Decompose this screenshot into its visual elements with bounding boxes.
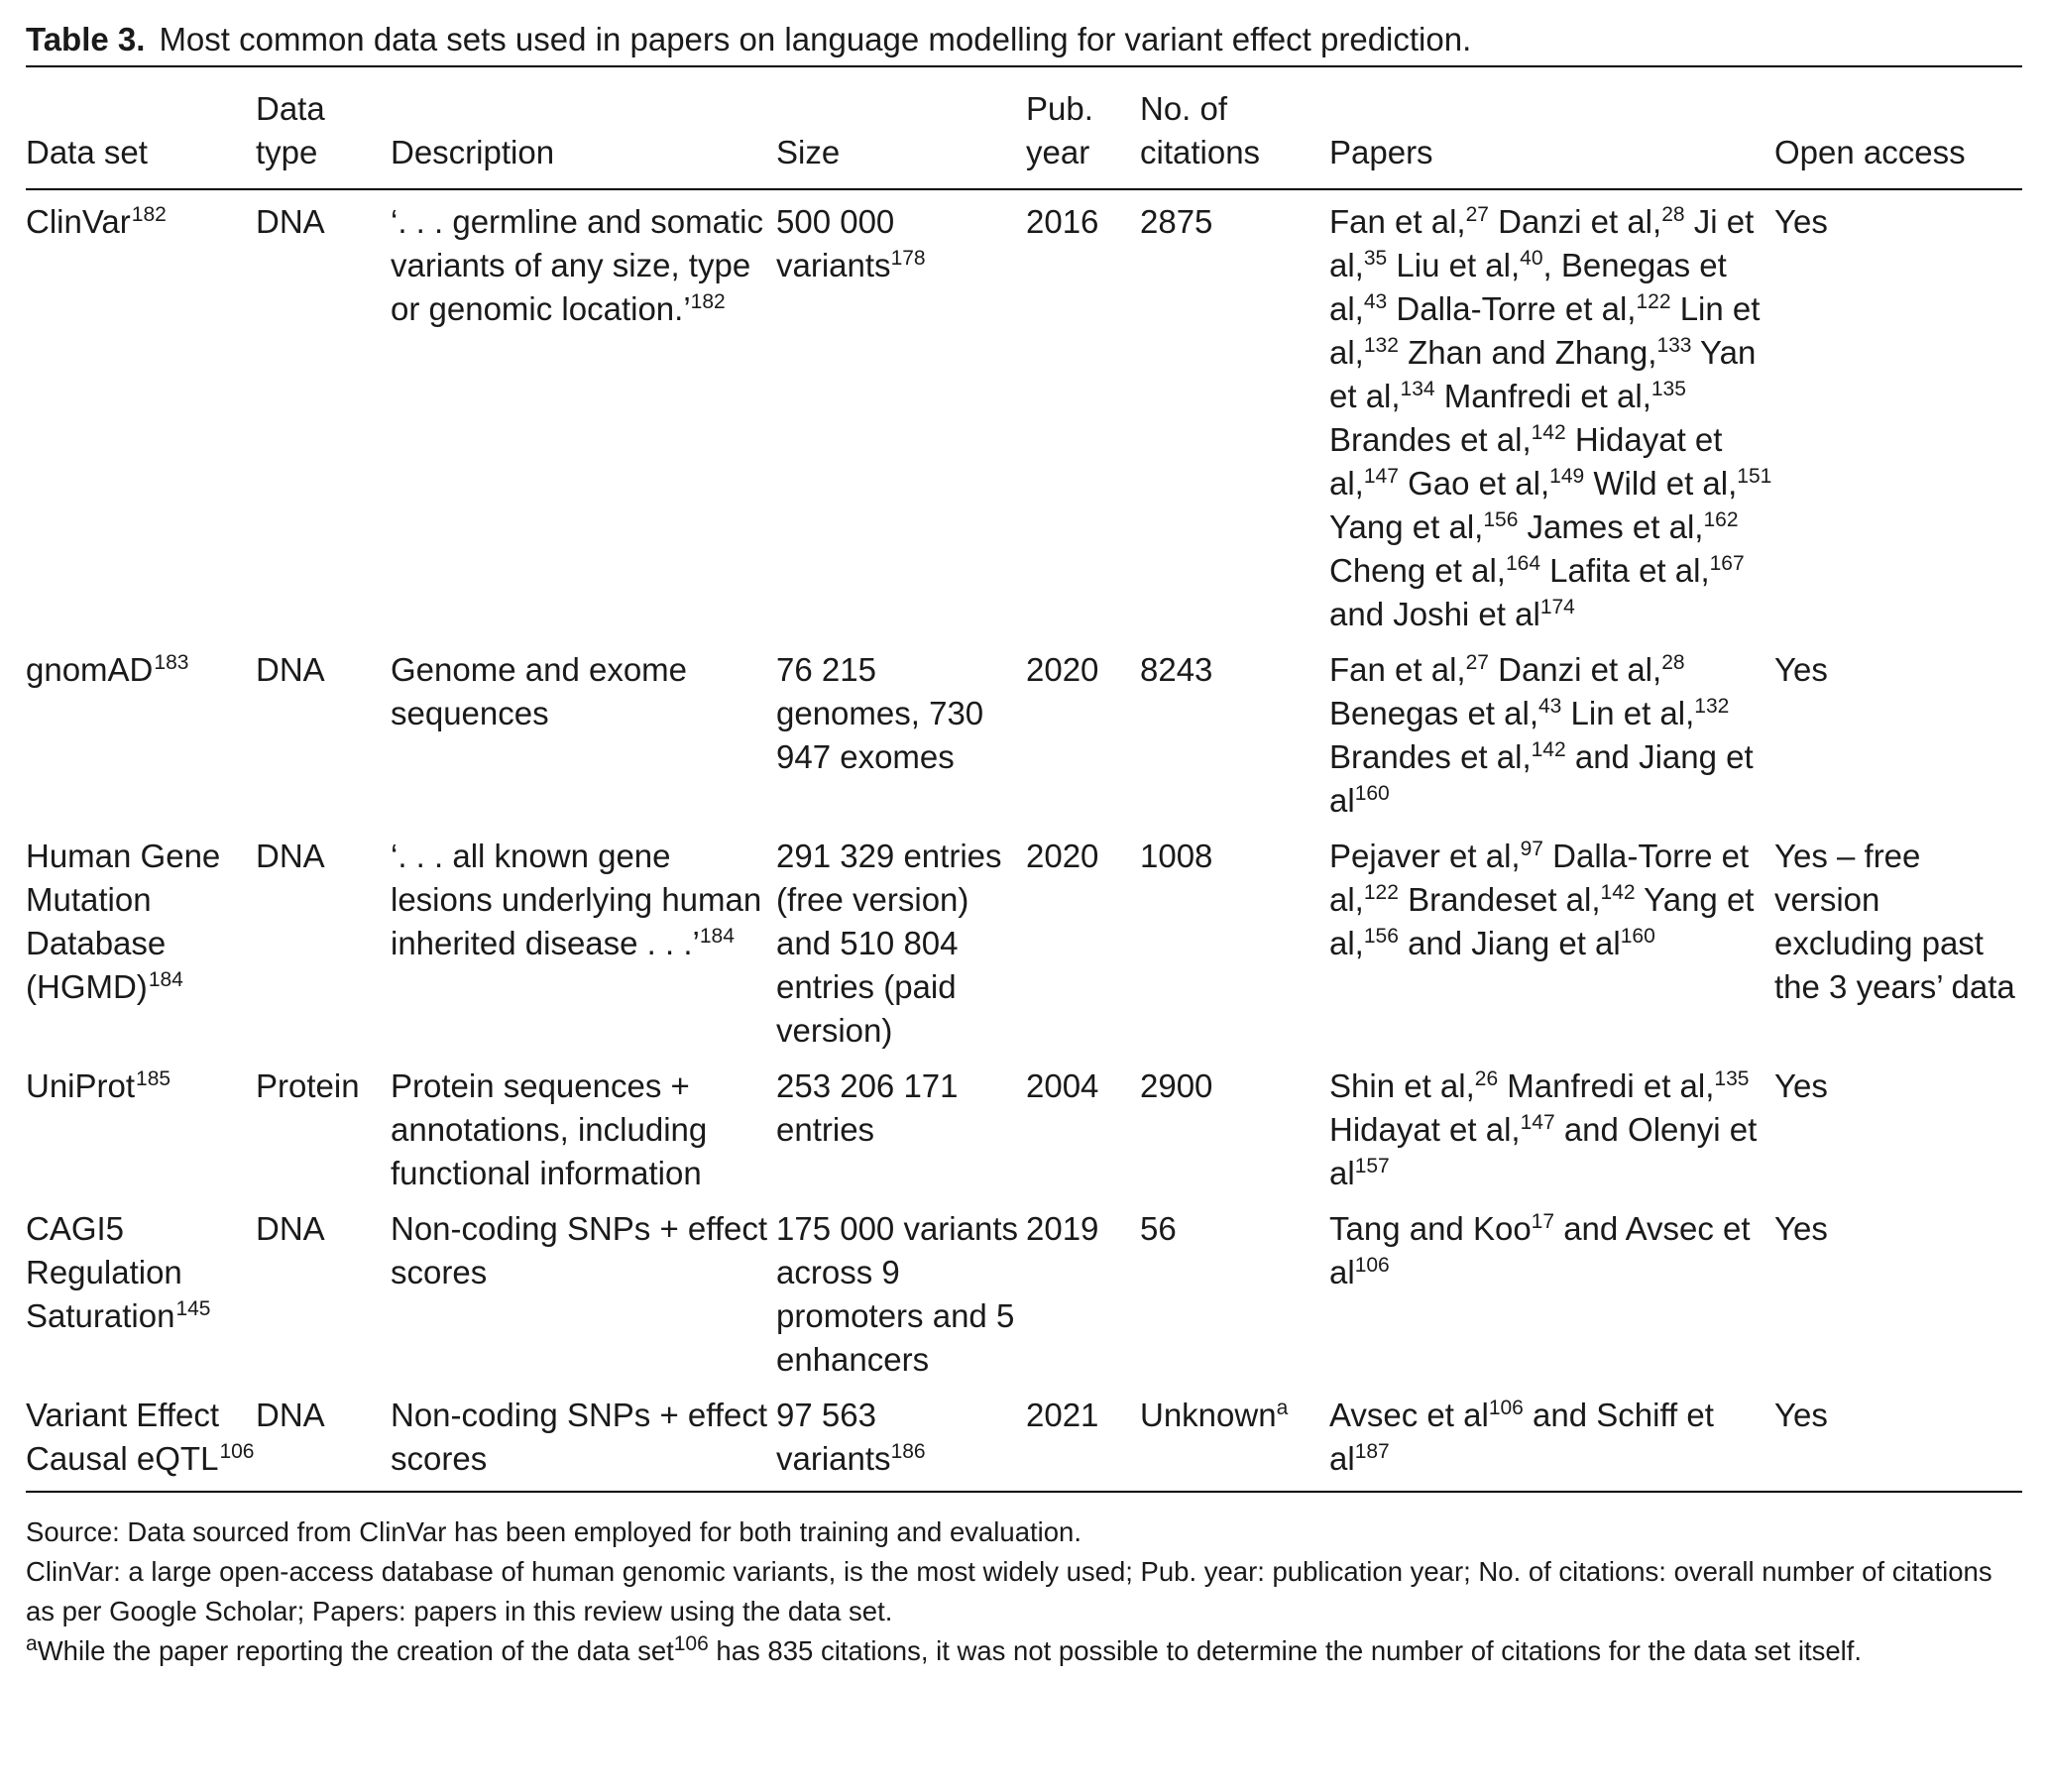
paper-ref: 187 <box>1354 1440 1390 1463</box>
paper-author: Manfredi et al, <box>1434 378 1651 414</box>
dataset-ref: 185 <box>136 1067 171 1090</box>
cell-papers <box>1329 1384 1774 1492</box>
size-text: 500 000 variants <box>776 203 895 283</box>
paper-author: Yang et al, <box>1329 508 1484 545</box>
footnote-abbreviations: ClinVar: a large open-access database of human genomic variants, is the most widely used; Pub. year: publication year; No. of citations: overall number of citations as per Google Scholar; Papers: papers in this review using the data set. <box>26 1556 1992 1626</box>
paper-author: Ji et al, <box>1329 203 1755 283</box>
paper-ref: 17 <box>1531 1210 1555 1233</box>
paper-ref: 147 <box>1520 1111 1555 1134</box>
paper-author: Brandes et al, <box>1329 738 1532 775</box>
paper-ref: 149 <box>1549 465 1585 488</box>
description-text: ‘. . . all known gene lesions underlying human inherited disease . . .’ <box>391 838 762 961</box>
cell-size <box>776 825 1026 1055</box>
footnote-note-part1: While the paper reporting the creation of the data set <box>37 1635 674 1666</box>
cell-open-access: Yes <box>1774 651 1828 688</box>
paper-ref: 147 <box>1363 465 1399 488</box>
paper-author: Zhan and Zhang, <box>1398 334 1657 371</box>
paper-ref: 132 <box>1694 695 1730 718</box>
cell-papers <box>1329 825 1774 1055</box>
paper-author: Dalla-Torre et al, <box>1387 290 1637 327</box>
description-text: Protein sequences + annotations, including functional information <box>391 1067 708 1191</box>
paper-author: and Avsec et al <box>1329 1210 1751 1290</box>
paper-ref: 160 <box>1354 782 1390 805</box>
header-year-line1: Pub. <box>1026 90 1093 127</box>
paper-ref: 43 <box>1363 290 1388 313</box>
paper-author: Lin et al, <box>1561 695 1695 731</box>
paper-ref: 97 <box>1520 838 1543 860</box>
description-text: Non-coding SNPs + effect scores <box>391 1210 768 1290</box>
dataset-name: UniProt <box>26 1067 136 1104</box>
cell-type: DNA <box>256 651 325 688</box>
dataset-ref: 184 <box>148 968 183 991</box>
table-row <box>26 638 2022 825</box>
header-open-access: Open access <box>1774 134 1966 170</box>
header-citations-line1: No. of <box>1140 90 1228 127</box>
caption-text: Most common data sets used in papers on language modelling for variant effect prediction. <box>159 21 1472 57</box>
paper-ref: 133 <box>1656 334 1692 357</box>
paper-author: Lafita et al, <box>1540 552 1710 589</box>
paper-ref: 28 <box>1661 651 1685 674</box>
cell-dataset <box>26 1055 256 1197</box>
cell-description <box>391 1055 776 1197</box>
citations-text: 2875 <box>1140 203 1213 240</box>
cell-year: 2020 <box>1026 838 1099 874</box>
header-citations <box>1140 66 1329 189</box>
cell-type: DNA <box>256 838 325 874</box>
paper-author: Fan et al, <box>1329 203 1466 240</box>
footnote-note-marker: a <box>26 1631 38 1655</box>
cell-size <box>776 1384 1026 1492</box>
paper-author: Pejaver et al, <box>1329 838 1521 874</box>
paper-author: Wild et al, <box>1584 465 1738 502</box>
size-text: 97 563 variants <box>776 1397 891 1477</box>
paper-author: Brandes et al, <box>1329 421 1532 458</box>
cell-type: Protein <box>256 1067 360 1104</box>
paper-author: and Jiang et al <box>1329 738 1754 819</box>
footnote-note-ref: 106 <box>673 1631 709 1655</box>
table-row <box>26 1055 2022 1197</box>
table-row <box>26 825 2022 1055</box>
paper-ref: 40 <box>1520 247 1543 270</box>
paper-author: Hidayat et al, <box>1329 1111 1521 1148</box>
paper-author: , Benegas et al, <box>1329 247 1727 327</box>
header-papers: Papers <box>1329 134 1433 170</box>
cell-citations <box>1140 825 1329 1055</box>
caption-label: Table 3. <box>26 21 146 57</box>
cell-description <box>391 825 776 1055</box>
size-text: 76 215 genomes, 730 947 exomes <box>776 651 984 775</box>
description-ref: 182 <box>690 290 726 313</box>
paper-author: Tang and Koo <box>1329 1210 1532 1247</box>
paper-ref: 157 <box>1354 1155 1390 1177</box>
cell-size <box>776 638 1026 825</box>
paper-author: Danzi et al, <box>1488 651 1662 688</box>
paper-ref: 35 <box>1363 247 1388 270</box>
paper-ref: 167 <box>1709 552 1745 575</box>
citations-text: 56 <box>1140 1210 1177 1247</box>
table-caption <box>26 14 2022 65</box>
dataset-name: gnomAD <box>26 651 154 688</box>
table-row <box>26 189 2022 638</box>
cell-papers <box>1329 1197 1774 1384</box>
dataset-name: CAGI5 Regulation Saturation <box>26 1210 182 1334</box>
paper-ref: 106 <box>1354 1254 1390 1277</box>
paper-ref: 160 <box>1620 925 1655 948</box>
citations-text: Unknown <box>1140 1397 1277 1433</box>
table-footnotes <box>26 1512 2022 1671</box>
cell-dataset <box>26 189 256 638</box>
paper-author: and Olenyi et al <box>1329 1111 1758 1191</box>
paper-ref: 142 <box>1531 738 1566 761</box>
paper-ref: 132 <box>1363 334 1399 357</box>
header-type-line1: Data <box>256 90 325 127</box>
paper-ref: 135 <box>1650 378 1686 400</box>
paper-ref: 43 <box>1538 695 1562 718</box>
cell-citations <box>1140 1055 1329 1197</box>
footnote-source: Source: Data sourced from ClinVar has been employed for both training and evaluation. <box>26 1516 1081 1547</box>
dataset-ref: 106 <box>219 1440 255 1463</box>
paper-ref: 151 <box>1737 465 1772 488</box>
table-header <box>26 66 2022 189</box>
paper-author: Yan et al, <box>1329 334 1757 414</box>
header-description: Description <box>391 134 555 170</box>
dataset-name: Variant Effect Causal eQTL <box>26 1397 220 1477</box>
cell-dataset <box>26 1197 256 1384</box>
dataset-ref: 183 <box>154 651 189 674</box>
cell-open-access: Yes – free version excluding past the 3 years’ data <box>1774 838 2015 1005</box>
description-text: Genome and exome sequences <box>391 651 688 731</box>
cell-dataset <box>26 1384 256 1492</box>
paper-ref: 134 <box>1400 378 1435 400</box>
paper-author: Gao et al, <box>1398 465 1550 502</box>
cell-papers <box>1329 189 1774 638</box>
description-text: ‘. . . germline and somatic variants of any size, type or genomic location.’ <box>391 203 763 327</box>
paper-author: Lin et al, <box>1329 290 1761 371</box>
paper-ref: 164 <box>1505 552 1541 575</box>
size-text: 291 329 entries (free version) and 510 804 entries (paid version) <box>776 838 1002 1049</box>
header-citations-line2: citations <box>1140 134 1261 170</box>
cell-type: DNA <box>256 1397 325 1433</box>
paper-author: Brandeset al, <box>1398 881 1601 918</box>
paper-ref: 162 <box>1703 508 1739 531</box>
paper-ref: 26 <box>1474 1067 1499 1090</box>
table-page <box>26 14 2022 1671</box>
header-year-line2: year <box>1026 134 1090 170</box>
cell-year: 2004 <box>1026 1067 1099 1104</box>
cell-type: DNA <box>256 1210 325 1247</box>
dataset-ref: 182 <box>131 203 167 226</box>
paper-ref: 122 <box>1636 290 1671 313</box>
size-ref: 186 <box>890 1440 926 1463</box>
header-dataset: Data set <box>26 134 148 170</box>
cell-year: 2021 <box>1026 1397 1099 1433</box>
paper-ref: 156 <box>1363 925 1399 948</box>
paper-author: Danzi et al, <box>1488 203 1662 240</box>
table-row <box>26 1197 2022 1384</box>
cell-size <box>776 189 1026 638</box>
citations-text: 2900 <box>1140 1067 1213 1104</box>
paper-author: James et al, <box>1518 508 1704 545</box>
footnote-note-part2: has 835 citations, it was not possible to determine the number of citations for the data set itself. <box>708 1635 1863 1666</box>
paper-author: Avsec et al <box>1329 1397 1489 1433</box>
cell-open-access: Yes <box>1774 1210 1828 1247</box>
cell-description <box>391 638 776 825</box>
footnote-note <box>26 1631 2022 1671</box>
paper-ref: 27 <box>1465 203 1489 226</box>
paper-author: and Schiff et al <box>1329 1397 1714 1477</box>
cell-type: DNA <box>256 203 325 240</box>
citations-ref: a <box>1276 1397 1289 1419</box>
table-row <box>26 1384 2022 1492</box>
cell-size <box>776 1055 1026 1197</box>
paper-author: and Joshi et al <box>1329 596 1540 632</box>
cell-year: 2019 <box>1026 1210 1099 1247</box>
header-size: Size <box>776 134 841 170</box>
dataset-ref: 145 <box>175 1297 211 1320</box>
paper-author: Cheng et al, <box>1329 552 1506 589</box>
cell-open-access: Yes <box>1774 1397 1828 1433</box>
cell-open-access: Yes <box>1774 203 1828 240</box>
citations-text: 8243 <box>1140 651 1213 688</box>
cell-year: 2016 <box>1026 203 1099 240</box>
cell-papers <box>1329 1055 1774 1197</box>
paper-author: Hidayat et al, <box>1329 421 1723 502</box>
cell-description <box>391 189 776 638</box>
cell-dataset <box>26 825 256 1055</box>
header-type-line2: type <box>256 134 318 170</box>
paper-ref: 142 <box>1531 421 1566 444</box>
paper-ref: 142 <box>1600 881 1636 904</box>
datasets-table <box>26 65 2022 1493</box>
cell-citations <box>1140 1197 1329 1384</box>
cell-citations <box>1140 638 1329 825</box>
paper-ref: 106 <box>1488 1397 1524 1419</box>
paper-ref: 174 <box>1539 596 1575 618</box>
cell-dataset <box>26 638 256 825</box>
cell-citations <box>1140 1384 1329 1492</box>
dataset-name: Human Gene Mutation Database (HGMD) <box>26 838 221 1005</box>
paper-ref: 28 <box>1661 203 1685 226</box>
paper-author: Dalla-Torre et al, <box>1329 838 1750 918</box>
paper-ref: 27 <box>1465 651 1489 674</box>
size-text: 253 206 171 entries <box>776 1067 959 1148</box>
cell-open-access: Yes <box>1774 1067 1828 1104</box>
paper-ref: 135 <box>1714 1067 1750 1090</box>
paper-author: and Jiang et al <box>1398 925 1621 961</box>
table-body <box>26 189 2022 1492</box>
cell-size <box>776 1197 1026 1384</box>
paper-author: Yang et al, <box>1329 881 1755 961</box>
paper-author: Manfredi et al, <box>1498 1067 1715 1104</box>
size-text: 175 000 variants across 9 promoters and 5 enhancers <box>776 1210 1019 1378</box>
header-type <box>256 66 391 189</box>
paper-author: Liu et al, <box>1387 247 1521 283</box>
cell-description <box>391 1197 776 1384</box>
description-text: Non-coding SNPs + effect scores <box>391 1397 768 1477</box>
paper-author: Shin et al, <box>1329 1067 1475 1104</box>
paper-author: Fan et al, <box>1329 651 1466 688</box>
description-ref: 184 <box>699 925 735 948</box>
cell-year: 2020 <box>1026 651 1099 688</box>
cell-papers <box>1329 638 1774 825</box>
dataset-name: ClinVar <box>26 203 131 240</box>
paper-ref: 122 <box>1363 881 1399 904</box>
cell-citations <box>1140 189 1329 638</box>
citations-text: 1008 <box>1140 838 1213 874</box>
cell-description <box>391 1384 776 1492</box>
header-year <box>1026 66 1140 189</box>
paper-author: Benegas et al, <box>1329 695 1538 731</box>
paper-ref: 156 <box>1483 508 1519 531</box>
size-ref: 178 <box>890 247 926 270</box>
